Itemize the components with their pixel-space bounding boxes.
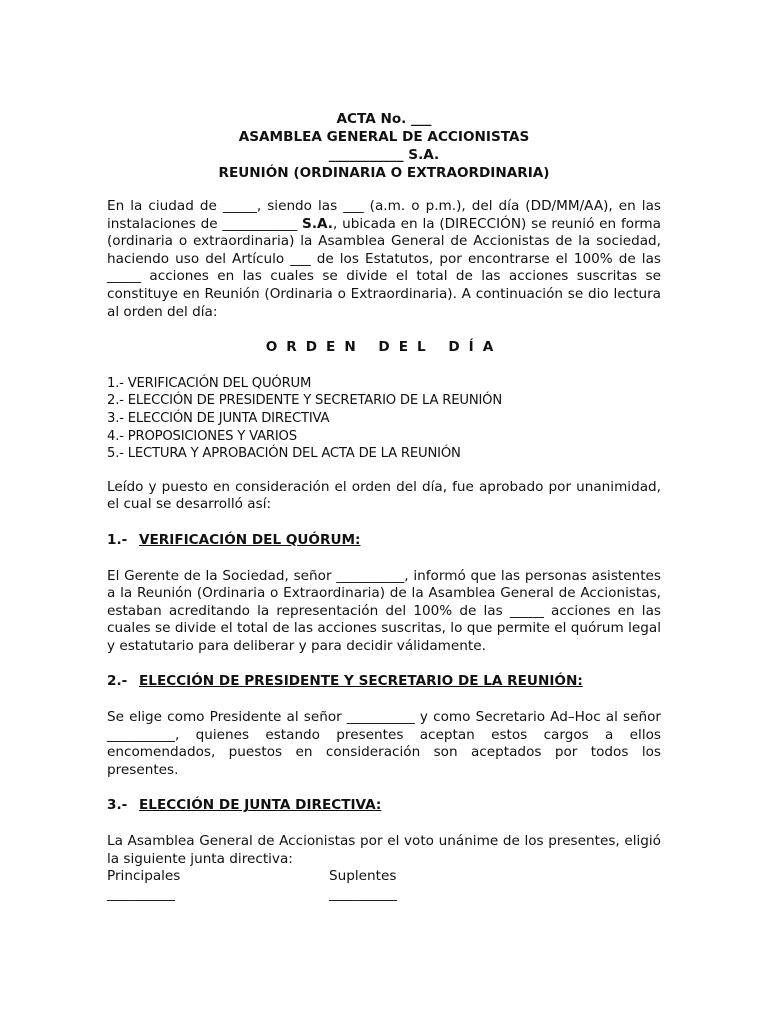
section-title: ELECCIÓN DE JUNTA DIRECTIVA: (139, 797, 382, 814)
section-number: 2.- (107, 673, 128, 690)
section-3-body: La Asamblea General de Accionistas por el voto unánime de los presentes, eligió la siguiente junta directiva: (107, 833, 661, 867)
intro-text-1: En la ciudad de _____, siendo las ___ (a.m. o p.m.), del día (DD/MM/AA), en las instalaciones de ___________ (107, 198, 661, 232)
suplentes-blank: __________ (329, 885, 397, 902)
principales-blank: __________ (107, 885, 175, 902)
intro-text-bold: S.A. (302, 215, 333, 232)
suplentes-label: Suplentes (329, 868, 397, 885)
intro-paragraph (107, 198, 661, 321)
section-1-heading (107, 532, 661, 550)
reunion-type: REUNIÓN (ORDINARIA O EXTRAORDINARIA) (218, 165, 550, 181)
section-number: 1.- (107, 531, 128, 548)
orden-del-dia-title: ORDEN DEL DÍA (265, 339, 503, 356)
section-3-heading (107, 797, 661, 815)
section-title: ELECCIÓN DE PRESIDENTE Y SECRETARIO DE LA REUNIÓN: (139, 673, 583, 690)
agenda-item: 5.- LECTURA Y APROBACIÓN DEL ACTA DE LA REUNIÓN (107, 446, 461, 462)
agenda-item: 4.- PROPOSICIONES Y VARIOS (107, 428, 297, 444)
agenda-item: 2.- ELECCIÓN DE PRESIDENTE Y SECRETARIO DE LA REUNIÓN (107, 393, 503, 409)
junta-columns (107, 868, 661, 903)
document-header (107, 110, 661, 182)
document-page (107, 110, 661, 903)
asamblea-title: ASAMBLEA GENERAL DE ACCIONISTAS (238, 129, 530, 145)
principales-label: Principales (107, 868, 181, 885)
section-2-heading (107, 673, 661, 691)
intro-text-2: , ubicada en la (DIRECCIÓN) se reunió en forma (ordinaria o extraordinaria) la Asamblea General de Accionistas de la sociedad, haciendo uso del Artículo ___ de los Estatutos, por encontrarse el 100% de las _____ acciones en las cuales se divide el total de las acciones suscritas se constituye en Reunión (Ordinaria o Extraordinaria). A continuación se dio lectura al orden del día: (107, 215, 661, 320)
agenda-item: 3.- ELECCIÓN DE JUNTA DIRECTIVA (107, 410, 330, 426)
section-1-body: El Gerente de la Sociedad, señor __________, informó que las personas asistentes a la Reunión (Ordinaria o Extraordinaria) de la Asamblea General de Accionistas, estaban acreditando la representación del 100% de las _____ acciones en las cuales se divide el total de las acciones suscritas, lo que permite el quórum legal y estatutario para deliberar y para decidir válidamente. (107, 567, 661, 654)
section-2-body: Se elige como Presidente al señor __________ y como Secretario Ad–Hoc al señor __________, quienes estando presentes aceptan estos cargos a ellos encomendados, puestos en consideración son aceptados por todos los presentes. (107, 709, 661, 778)
acta-number: ACTA No. ___ (336, 111, 432, 127)
suplentes-column (329, 868, 529, 903)
principales-column (107, 868, 329, 903)
agenda-list (107, 375, 661, 463)
section-number: 3.- (107, 797, 128, 814)
company-name-line: ___________ S.A. (328, 147, 440, 163)
leido-paragraph: Leído y puesto en consideración el orden del día, fue aprobado por unanimidad, el cual se desarrolló así: (107, 478, 661, 513)
section-title: VERIFICACIÓN DEL QUÓRUM: (139, 531, 361, 548)
agenda-item: 1.- VERIFICACIÓN DEL QUÓRUM (107, 375, 312, 391)
